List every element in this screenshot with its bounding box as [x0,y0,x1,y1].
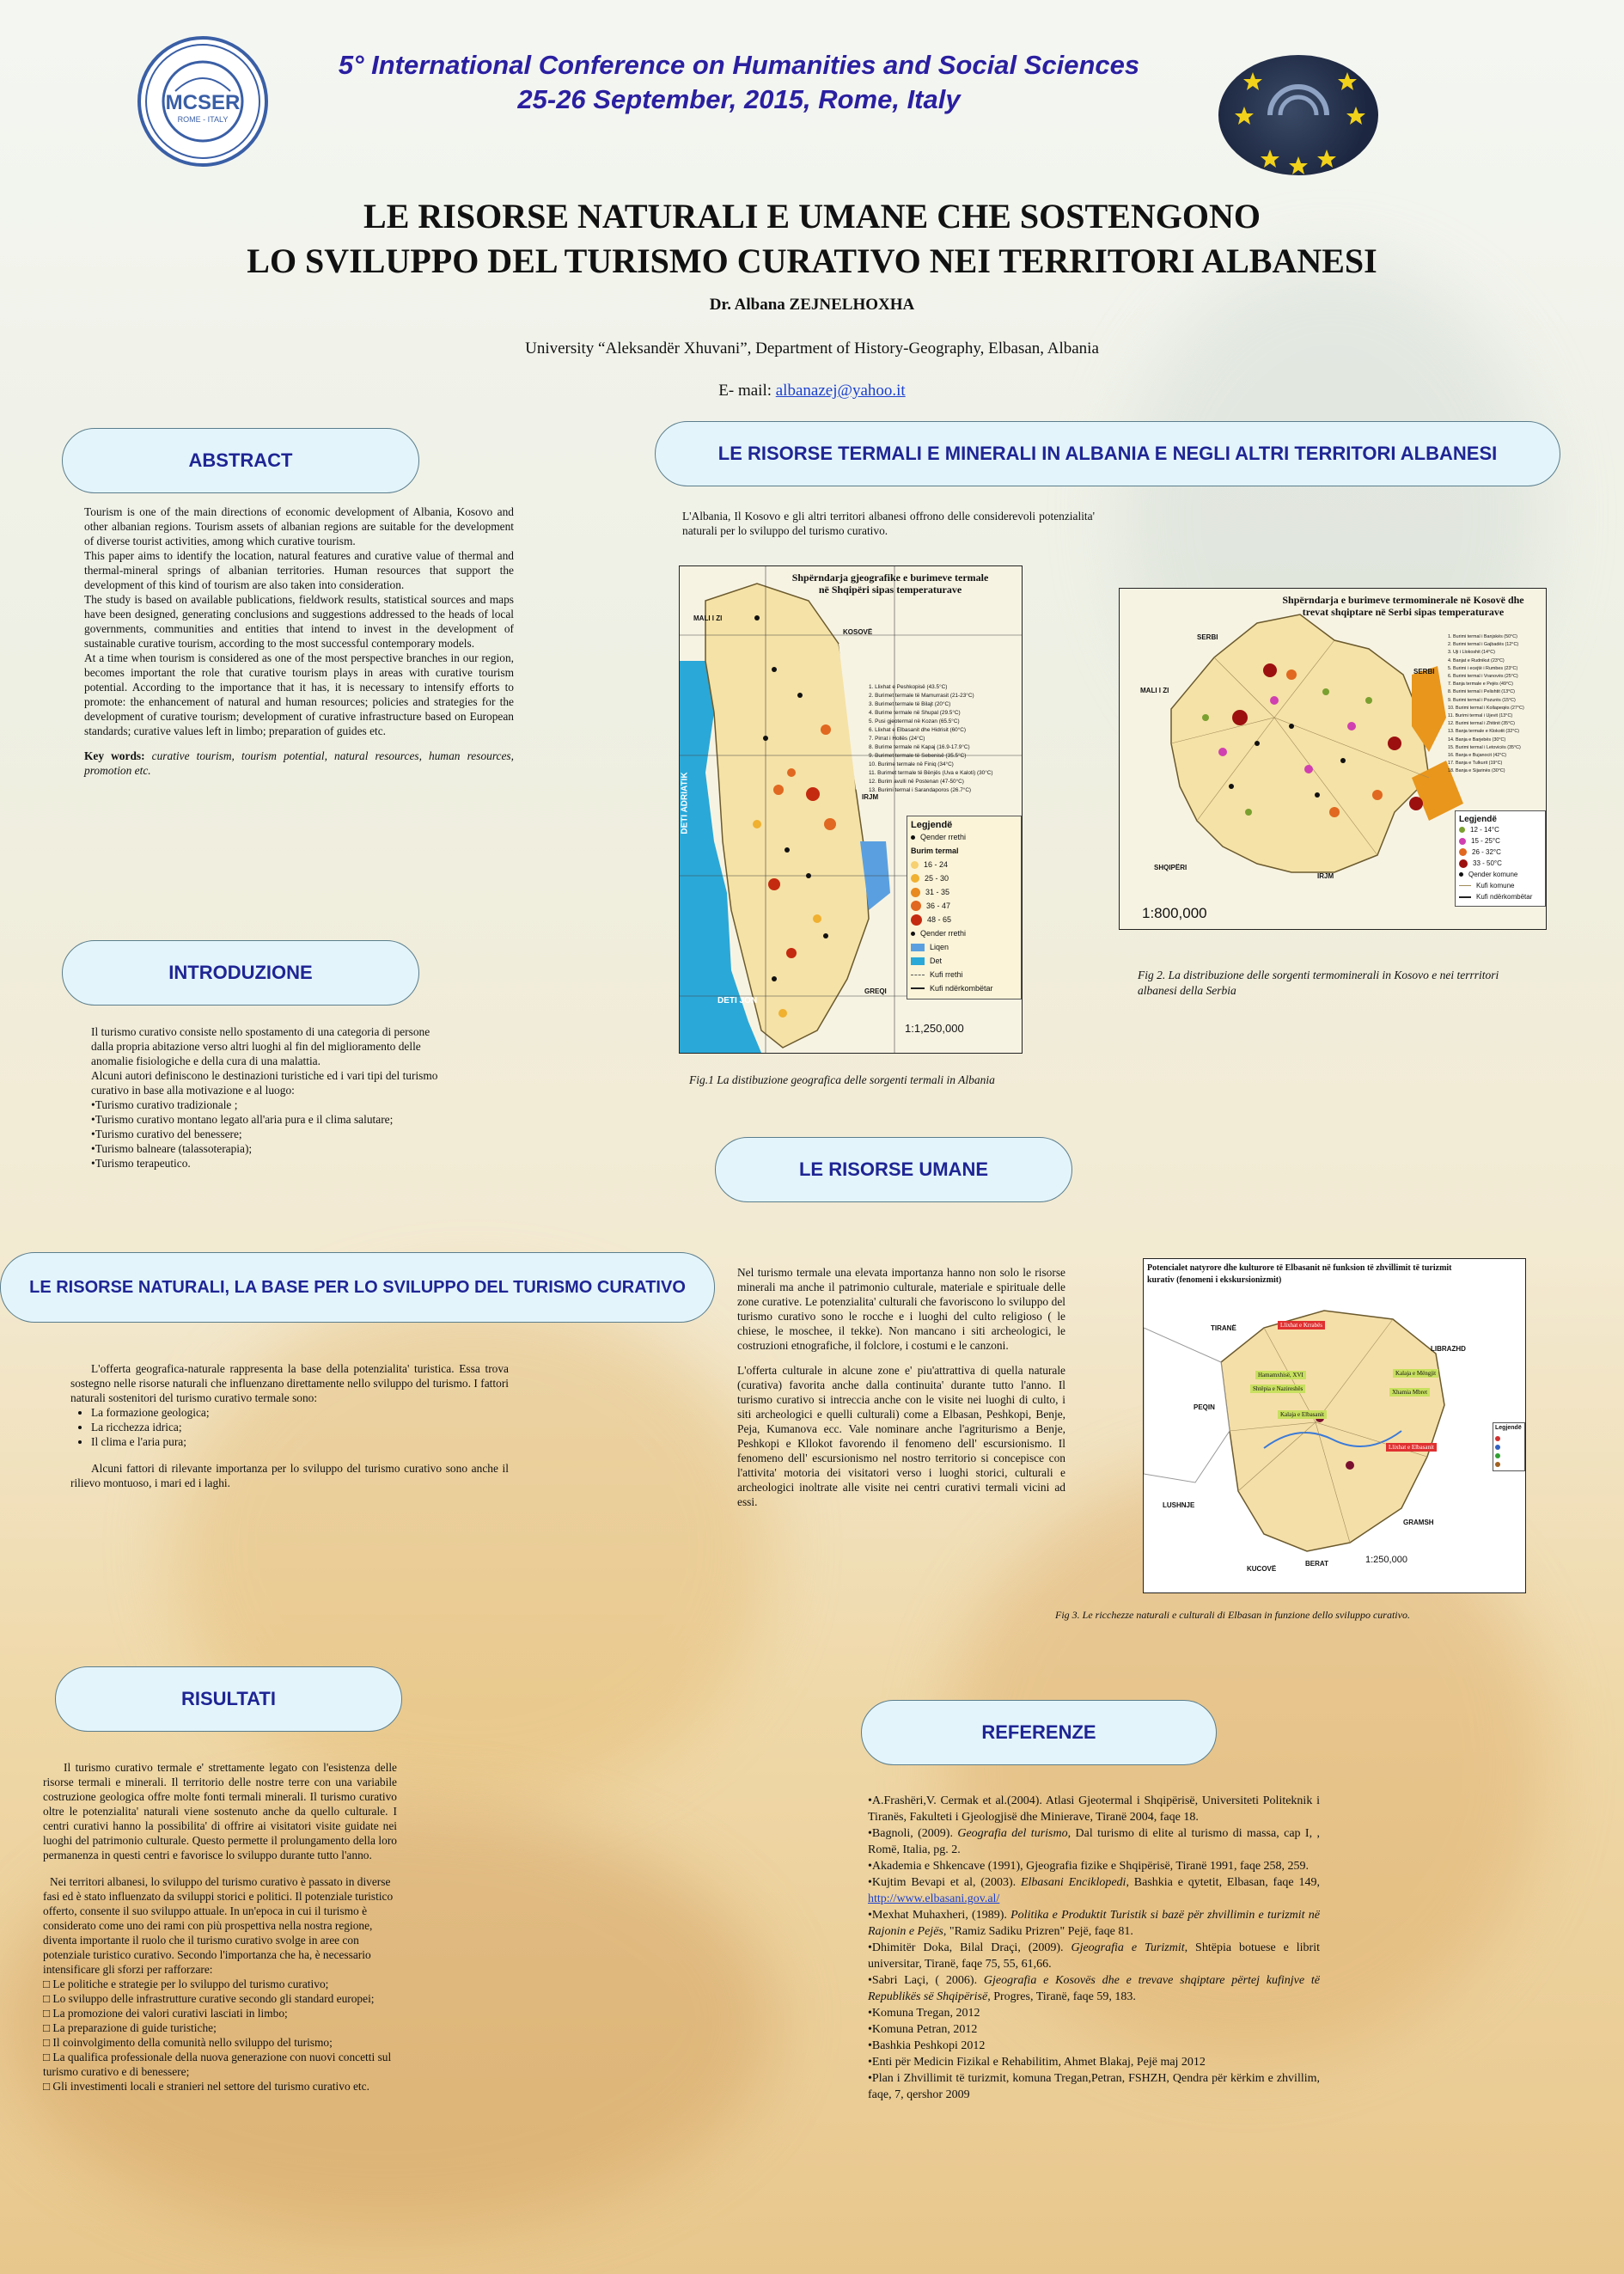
termali-intro: L'Albania, Il Kosovo e gli altri territori albanesi offrono delle considerevoli potenzialita' naturali per lo sviluppo del turismo curativo. [682,510,1095,537]
legend-dot [1459,848,1467,856]
legend-dot [1495,1445,1500,1450]
intro-item: •Turismo curativo tradizionale ; [91,1098,238,1111]
legend-dot [911,888,920,897]
fig2-caption: Fig 2. La distribuzione delle sorgenti termominerali in Kosovo e nei terrritori albanesi della Serbia [1138,969,1499,997]
map2-scale: 1:800,000 [1142,905,1207,921]
legend-line [911,987,925,989]
legend-item: Qender rrethi [920,833,967,841]
reference-item: •Bashkia Peshkopi 2012 [868,2039,986,2052]
ref-italic: Gjeografia e Kosovës dhe e trevave shqiptare përtej kufinjve të Republikës së Shqipërisë [868,1974,1320,2003]
legend-dot [911,901,921,911]
map2-label-montenegro: MALI I ZI [1140,687,1169,694]
reference-item [868,1972,1320,2005]
legend-swatch [911,944,925,951]
spring-item: 12. Burim avulli në Postenan (47-50°C) [869,779,964,785]
spring-item: 9. Burimi termal i Pozurës (15°C) [1448,697,1516,703]
keywords [84,749,514,778]
map1-label-greece: GREQI [864,987,887,995]
legend-dot [911,835,915,840]
ref-italic: Elbasani Enciklopedi [1020,1876,1126,1889]
reference-item: •A.Frashëri,V. Cermak et al.(2004). Atlasi Gjeotermal i Shqipërisë, Universiteti Politeknik i Tiranës, Fakulteti i Gjeologjisë dhe Minierave, Tiranë 2004, faqe 18. [868,1794,1320,1824]
poster-title [120,194,1504,284]
umane-p2: L'offerta culturale in alcune zone e' piu'attrattiva di quella naturale (curativa) favorita anche dalla continuita' durante tutto l'anno. Il turismo curativo si intreccia anche con le visite nei luoghi di culto, i siti archeologici e quelli culturali) come a Elbasan, Peshkopi, Benje, Peja, Kumanova ecc. Vale nominare anche l'agriturismo a Benje, Peshkopi e Kllokot favorendo il fenomeno dell' escursionismo. Il fenomeno dell' escursionismo nel nostro territorio si concepisce con l'attivita' motoria dei visitatori verso i luoghi storici, culturali e archeologici inoltrate alle visite nei centri curativi termali vicini ad essi. [737,1364,1065,1508]
keywords-label: Key words: [84,749,145,762]
map1-sea-adriatic: DETI ADRIATIK [680,772,690,834]
map3-title: Potencialet natyrore dhe kulturore të Elbasanit në funksion të zhvillimit të turizmit kurativ (fenomeni i ekskursionizmit) [1147,1263,1452,1285]
legend-item: 26 - 32°C [1472,848,1501,856]
ref-text: •Dhimitër Doka, Bilal Draçi, (2009). [868,1941,1071,1954]
legend-item: Kufi komune [1476,882,1515,889]
legend-dot [1495,1462,1500,1467]
introduzione-heading: INTRODUZIONE [62,940,419,1006]
map3-label-gramsh: GRAMSH [1403,1519,1434,1526]
legend-item: Burim termal [911,847,959,855]
reference-item: •Komuna Petran, 2012 [868,2023,978,2036]
spring-item: 1. Llixhat e Peshkopisë (43.5°C) [869,684,948,690]
map2-label-albania: SHQIPËRI [1154,864,1187,871]
risultati-item: □ La promozione dei valori curativi lasciati in limbo; [43,2007,288,2020]
reference-item: •Enti për Medicin Fizikal e Rehabilitim, Ahmet Blakaj, Pejë maj 2012 [868,2056,1206,2069]
spring-item: 10. Burimi termal i Kollapeqës (27°C) [1448,705,1524,711]
map1-scale: 1:1,250,000 [905,1022,964,1035]
conference-title [301,48,1177,117]
ref-text: •Bagnoli, (2009). [868,1827,958,1840]
map-albania-thermal [679,565,1023,1054]
ref-text: •Kujtim Bevapi et al, (2003). [868,1876,1021,1889]
referenze-heading: REFERENZE [861,1700,1217,1765]
legend-dot [1495,1436,1500,1441]
map3-hl-mengjit: Kalaja e Mëngjit [1393,1369,1438,1378]
legend-title: Legjendë [1495,1425,1522,1431]
legend-item: Qender komune [1468,871,1518,878]
reference-item: •Akademia e Shkencave (1991), Gjeografia fizike e Shqipërisë, Tiranë 1991, faqe 258, 259. [868,1860,1310,1873]
spring-item: 7. Pirrat i Hollës (24°C) [869,736,925,742]
spring-item: 14. Banja e Barjebës (30°C) [1448,737,1506,743]
legend-dot [1459,838,1466,845]
referenze-list [868,1793,1320,2103]
risorse-p2: Alcuni fattori di rilevante importanza per lo sviluppo del turismo curativo sono anche il rilievo montuoso, i mari ed i laghi. [70,1462,509,1489]
legend-item: Kufi ndërkombëtar [1476,893,1533,901]
ref-italic: Gjeografia e Turizmit [1071,1941,1185,1954]
map1-label-montenegro: MALI I ZI [693,614,723,622]
risultati-heading: RISULTATI [55,1666,402,1732]
title-line-1: LE RISORSE NATURALI E UMANE CHE SOSTENGONO [363,197,1261,235]
spring-item: 1. Burimi termal i Banjskës (50°C) [1448,634,1517,639]
legend-dot [1459,827,1465,833]
spring-item: 13. Burimi termal i Sarandaporos (26.7°C) [869,787,972,793]
spring-item: 5. Burimi i ecejtë i Rumbes (23°C) [1448,665,1518,671]
risultati-item: □ Il coinvolgimento della comunità nello sviluppo del turismo; [43,2036,333,2049]
legend-item: Liqen [930,943,949,951]
map1-title: Shpërndarja gjeografike e burimeve termale në Shqipëri sipas temperaturave [791,572,989,596]
spring-item: 3. Uji i Llokoshit (14°C) [1448,650,1495,656]
spring-item: 5. Pusi gjeotermal në Kozan (65.5°C) [869,718,960,724]
reference-item [868,1874,1320,1907]
legend-line [1459,896,1471,898]
spring-item: 3. Burimet termale të Bilajt (20°C) [869,701,951,707]
legend-item: 33 - 50°C [1473,859,1502,867]
legend-dot [911,861,919,869]
map3-label-peqin: PEQIN [1194,1403,1215,1411]
map2-label-serbia-east: SERBI [1413,668,1435,675]
email-line [0,382,1624,400]
keywords-text: curative tourism, tourism potential, natural resources, human resources, promotion etc. [84,749,514,777]
mcser-logo [137,36,268,167]
termali-heading: LE RISORSE TERMALI E MINERALI IN ALBANIA E NEGLI ALTRI TERRITORI ALBANESI [655,421,1560,486]
map2-label-irjm: IRJM [1317,872,1334,880]
legend-dot [1459,859,1468,868]
legend-item: 36 - 47 [926,902,951,910]
umane-body [737,1265,1065,1509]
reference-link[interactable]: http://www.elbasani.gov.al/ [868,1892,1000,1905]
intro-item: •Turismo curativo del benessere; [91,1128,242,1140]
spring-item: 12. Burimi termal i Zhitinit (35°C) [1448,721,1515,727]
risorse-item: • La formazione geologica; [91,1405,509,1420]
legend-line [1459,885,1471,886]
fig1-caption: Fig.1 La distibuzione geografica delle sorgenti termali in Albania [689,1073,995,1086]
reference-item: •Komuna Tregan, 2012 [868,2007,980,2020]
risultati-item: □ Gli investimenti locali e stranieri nel settore del turismo curativo etc. [43,2080,369,2093]
risultati-item: □ La preparazione di guide turistiche; [43,2021,217,2034]
map3-hl-shtepia: Shtëpia e Nazireshës [1250,1385,1305,1393]
email-link[interactable]: albanazej@yahoo.it [775,382,906,400]
affiliation: University “Aleksandër Xhuvani”, Department of History-Geography, Elbasan, Albania [525,339,1099,358]
map2-spring-list [1448,633,1542,776]
map1-label-irjm: IRJM [862,793,879,801]
spring-item: 13. Banja termale e Klokotit (32°C) [1448,729,1520,735]
ref-text: •Sabri Laçi, ( 2006). [868,1974,984,1987]
spring-item: 8. Burime termale në Kapaj (16.9-17.9°C) [869,744,970,750]
umane-p1: Nel turismo termale una elevata importanza hanno non solo le risorse minerali ma anche il patrimonio culturale, materiale e spirituale delle zone curative. Le potenzialita' culturali che favoriscono lo sviluppo del turismo curativo sono le rocche e i luoghi del culto religioso ( le chiese, le moschee, il tekke). Non mancano i siti archeologici, le costruzioni etnografiche, il folclore, i costumi e le canzoni. [737,1266,1065,1352]
map3-label-kucove: KUCOVË [1247,1565,1277,1573]
map3-hl-krrabe: Llixhat e Krrabës [1278,1321,1325,1330]
legend-item: Kufi rrethi [930,970,963,979]
logo-left-text: MCSER [165,91,241,114]
abstract-p3: The study is based on available publications, fieldwork results, statistical sources and maps have been designed, generating conclusions and suggestions addressed to the heads of local governments, communities and entities that intend to invest in the development of sustainable curative tourism, according to the most successful contemporary models. [84,593,514,650]
map2-title: Shpërndarja e burimeve termominerale në Kosovë dhe trevat shqiptare në Serbi sipas temperaturave [1282,594,1524,618]
risultati-p2: Nei territori albanesi, lo sviluppo del turismo curativo è passato in diverse fasi ed è stato influenzato da sviluppi storici e politici. Il potenziale turistico offerto, consente il suo sviluppo attuale. In un'epoca in cui il turismo è considerato come uno dei rami con più prospettiva nella nostra regione, diventa importante il ruolo che il turismo curativo svolge in aree con potenziale turistico curativo. Secondo l'importanza che ha, è necessario intensificare gli sforzi per rafforzare: [43,1875,394,1976]
umane-heading: LE RISORSE UMANE [715,1137,1072,1202]
logo-left-sub: ROME - ITALY [177,115,229,124]
map1-legend [907,816,1022,999]
abstract-body [84,504,514,778]
legend-dot [911,874,919,883]
spring-item: 4. Burime termale në Shupal (29.5°C) [869,710,961,716]
spring-item: 8. Burimi termal i Pelishtit (13°C) [1448,689,1515,695]
spring-item: 9. Burimet termale të Sebenisë (35.5°C) [869,753,967,759]
spring-item: 2. Burimet termale të Mamurrasit (21-23°C) [869,693,974,699]
risorse-item: • La ricchezza idrica; [91,1420,509,1434]
map-kosovo-thermal [1119,588,1547,930]
spring-item: 16. Banja e Bujanocit (42°C) [1448,753,1507,759]
map2-label-serbia: SERBI [1197,633,1218,641]
legend-item: 15 - 25°C [1471,837,1500,845]
spring-item: 11. Burimi termal i Ujevit (13°C) [1448,713,1513,719]
reference-item [868,1825,1320,1858]
map3-hl-hamam: Hamamxhisë, XVI [1255,1371,1306,1379]
intro-item: •Turismo balneare (talassoterapia); [91,1142,253,1155]
ref-text: , Bashkia e qytetit, Elbasan, faqe 149, [1126,1876,1320,1889]
spring-item: 15. Burimi termal i Letovicës (35°C) [1448,744,1521,750]
spring-item: 2. Burimi termal i Gajbadës (12°C) [1448,642,1519,648]
legend-title: Legjendë [1459,815,1497,824]
title-line-2: LO SVILUPPO DEL TURISMO CURATIVO NEI TERRITORI ALBANESI [247,241,1377,280]
map3-label-librazhd: LIBRAZHD [1431,1345,1466,1353]
abstract-heading: ABSTRACT [62,428,419,493]
legend-item: Det [930,957,943,965]
conference-line-2: 25-26 September, 2015, Rome, Italy [517,84,961,114]
legend-dot [1459,872,1463,877]
abstract-p4: At a time when tourism is considered as one of the most perspective branches in our region, becomes important the role that curative tourism plays in areas with curative tourism potential. According to the importance that it has, it is necessary to intensify efforts to promote: the enhancement of natural and human resources; policies and strategies for the development of curative tourism; development of curative infrastructure based on European standards; curative values left in limbo; preparation of guides etc. [84,651,514,737]
map3-label-tirane: TIRANË [1211,1324,1236,1332]
map3-label-berat: BERAT [1305,1560,1328,1568]
risultati-body [43,1760,397,2094]
risorse-item: • Il clima e l'aria pura; [91,1434,509,1449]
spring-item: 4. Banjat e Rudnikut (23°C) [1448,657,1505,663]
abstract-p2: This paper aims to identify the location, natural features and curative value of thermal and thermal-mineral springs of albanian territories. Human resources that support the development of this kind of tourism are also taken into consideration. [84,549,514,591]
reference-item: •Plan i Zhvillimit të turizmit, komuna Tregan,Petran, FSHZH, Qendra për kërkim e zhvillim, faqe, 7, qershor 2009 [868,2072,1320,2101]
ref-text: , Shtëpia botuese e librit universitar, Tiranë, faqe 75, 55, 61,66. [868,1941,1320,1971]
legend-dot [911,932,915,936]
spring-item: 18. Banja e Sijarinës (30°C) [1448,768,1505,774]
risultati-item: □ Le politiche e strategie per lo sviluppo del turismo curativo; [43,1978,329,1990]
legend-item: 31 - 35 [925,888,950,896]
spring-item: 6. Llixhat e Elbasanit dhe Hidrisit (60°C) [869,727,967,733]
spring-item: 17. Banja e Tulkurit (19°C) [1448,761,1503,767]
map1-spring-list [869,683,1015,795]
introduzione-body [91,1024,452,1171]
reference-item [868,1907,1320,1940]
legend-item: Qender rrethi [920,929,967,938]
legend-swatch [911,957,925,965]
legend-item: 12 - 14°C [1470,826,1499,834]
author: Dr. Albana ZEJNELHOXHA [709,296,915,314]
risultati-p1: Il turismo curativo termale e' strettamente legato con l'esistenza delle risorse termali e minerali. Il territorio delle nostre terre con una variabile costruzione geologica offre molte fonti termali minerali. Il turismo curativo oltre le potenzialita' naturali viene sostenuto anche da quello culturale. I centri curativi hanno la possibilita' di offrire ai visitatori visite guidate nei luoghi del patrimonio culturale. Questo permette il prolungamento della loro permanenza in questi centri e favorisce lo sviluppo durante tutto l'anno. [43,1761,397,1861]
map1-label-kosovo: KOSOVË [843,628,873,636]
intro-item: •Turismo curativo montano legato all'aria pura e il clima salutare; [91,1113,394,1126]
map3-scale: 1:250,000 [1365,1555,1407,1565]
map1-sea-ion: DETI JON [717,996,758,1006]
legend-dot [911,914,922,926]
risultati-item: □ Lo sviluppo delle infrastrutture curative secondo gli standard europei; [43,1992,375,2005]
intro-item: •Turismo terapeutico. [91,1157,191,1170]
map2-legend [1455,810,1546,907]
spring-item: 10. Burime termale në Finiq (34°C) [869,761,954,767]
map-elbasan-potentials [1143,1258,1526,1593]
legend-item: Kufi ndërkombëtar [930,984,993,993]
ref-text: •Mexhat Muhaxheri, (1989). [868,1909,1011,1922]
ref-text: , "Ramiz Sadiku Prizren" Pejë, faqe 81. [943,1925,1133,1938]
conference-globe-logo [1218,55,1378,175]
risorse-naturali-heading: LE RISORSE NATURALI, LA BASE PER LO SVILUPPO DEL TURISMO CURATIVO [0,1252,715,1323]
ref-italic: Geografia del turismo [957,1827,1068,1840]
map3-hl-xhamia: Xhamia Mbret [1389,1388,1430,1397]
intro-p2: Alcuni autori definiscono le destinazioni turistiche ed i vari tipi del turismo curativo in base alla motivazione e al luogo: [91,1069,438,1097]
risorse-p1: L'offerta geografica-naturale rappresenta la base della potenzialita' turistica. Essa trova sostegno nelle risorse naturali che influenzano direttamente nello sviluppo del turismo. I fattori naturali sostenitori del turismo curativo termale sono: [70,1362,509,1404]
legend-title: Legjendë [911,820,953,830]
legend-item: 16 - 24 [924,860,949,869]
map3-hl-elbasanit: Llixhat e Elbasanit [1386,1443,1437,1452]
spring-item: 11. Burimet termale të Bënjës (Uva e Kaloti) (30°C) [869,770,993,776]
intro-p1: Il turismo curativo consiste nello spostamento di una categoria di persone dalla propria abitazione verso altri luoghi al fin del miglioramento delle anomalie fisiologiche e della cura di una malattia. [91,1025,430,1067]
legend-dot [1495,1453,1500,1458]
spring-item: 6. Burimi termal i Vranovës (25°C) [1448,674,1518,680]
abstract-p1: Tourism is one of the main directions of economic development of Albania, Kosovo and other albanian regions. Tourism assets of albanian regions are suitable for the development of diverse tourist activities, among which curative tourism. [84,505,514,547]
legend-item: 25 - 30 [925,874,949,883]
ref-text: , Dal turismo di elite al turismo di massa, cap I, , Romë, Italia, pg. 2. [868,1827,1320,1856]
risorse-naturali-body [70,1361,509,1490]
map3-hl-kalaja: Kalaja e Elbasanit [1278,1410,1327,1419]
risorse-list [70,1405,509,1449]
ref-text: , Progres, Tiranë, faqe 59, 183. [987,1990,1136,2003]
reference-item [868,1940,1320,1972]
spring-item: 7. Banja termale e Pejës (49°C) [1448,682,1513,688]
ref-italic: Politika e Produktit Turistik si bazë për zhvillimin e turizmit në Rajonin e Pejës [868,1909,1321,1938]
risultati-item: □ La qualifica professionale della nuova generazione con nuovi concetti sul turismo curativo e di benessere; [43,2051,392,2078]
legend-item: 48 - 65 [927,915,952,924]
map3-label-lushnje: LUSHNJE [1163,1501,1195,1509]
map3-legend [1493,1422,1525,1471]
conference-line-1: 5° International Conference on Humanities and Social Sciences [338,50,1140,80]
fig3-caption: Fig 3. Le ricchezze naturali e culturali di Elbasan in funzione dello sviluppo curativo. [1055,1609,1410,1621]
email-label: E- mail: [718,382,776,400]
